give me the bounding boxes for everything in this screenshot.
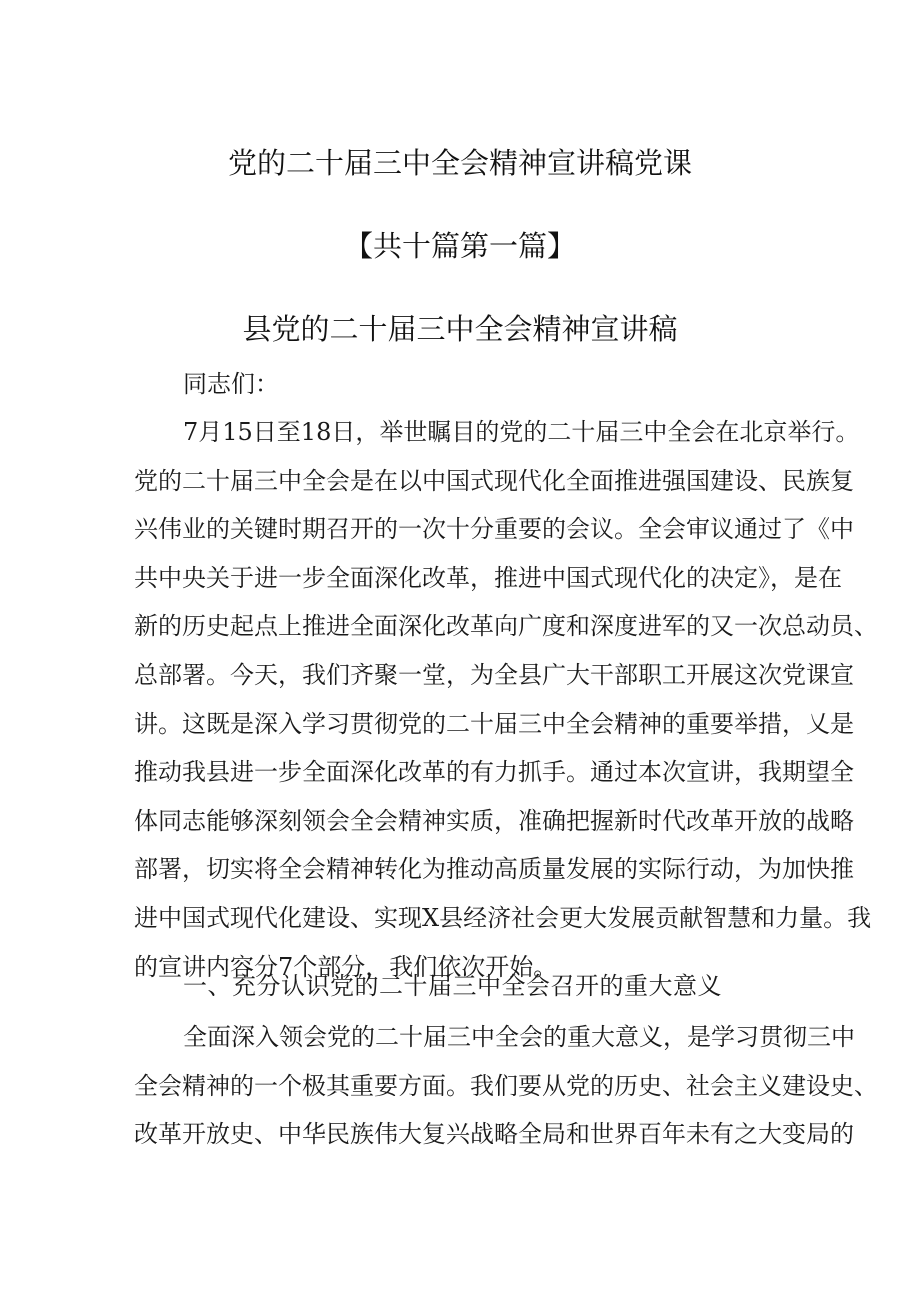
- section-heading: 一、充分认识党的二十届三中全会召开的重大意义: [183, 972, 722, 1000]
- salutation: 同志们：: [183, 370, 279, 398]
- paragraph-line: 党的二十届三中全会是在以中国式现代化全面推进强国建设、民族复: [134, 466, 854, 495]
- paragraph-line: 全会精神的一个极其重要方面。我们要从党的历史、社会主义建设史、: [134, 1071, 878, 1100]
- paragraph-2: [134, 1013, 878, 1159]
- paragraph-line: 新的历史起点上推进全面深化改革向广度和深度进军的又一次总动员、: [134, 612, 878, 641]
- paragraph-line: 7月15日至18日，举世瞩目的党的二十届三中全会在北京举行。: [183, 418, 860, 446]
- paragraph-line: 体同志能够深刻领会全会精神实质，准确把握新时代改革开放的战略: [134, 806, 854, 835]
- paragraph-line: 部署，切实将全会精神转化为推动高质量发展的实际行动，为加快推: [134, 855, 854, 884]
- speech-title: 县党的二十届三中全会精神宣讲稿: [242, 312, 678, 346]
- paragraph-line: 共中央关于进一步全面深化改革，推进中国式现代化的决定》，是在: [134, 563, 842, 592]
- paragraph-line: 改革开放史、中华民族伟大复兴战略全局和世界百年未有之大变局的: [134, 1120, 854, 1149]
- paragraph-line: 讲。这既是深入学习贯彻党的二十届三中全会精神的重要举措，乂是: [134, 709, 854, 738]
- paragraph-line: 全面深入领会党的二十届三中全会的重大意义，是学习贯彻三中: [183, 1023, 855, 1051]
- paragraph-line: 兴伟业的关键时期召开的一次十分重要的会议。全会审议通过了《中: [134, 515, 854, 544]
- paragraph-line: 推动我县进一步全面深化改革的有力抓手。通过本次宣讲，我期望全: [134, 758, 854, 787]
- paragraph-line: 总部署。今天，我们齐聚一堂，为全县广大干部职工开展这次党课宣: [134, 660, 854, 689]
- paragraph-1: [134, 408, 878, 991]
- document-subtitle: 【共十篇第一篇】: [343, 229, 576, 263]
- paragraph-line: 进中国式现代化建设、实现X县经济社会更大发展贡献智慧和力量。我: [134, 903, 872, 932]
- document-title: 党的二十届三中全会精神宣讲稿党课: [227, 146, 692, 180]
- paragraph-line: 的宣讲内容分7个部分，我们依次开始。: [134, 952, 558, 981]
